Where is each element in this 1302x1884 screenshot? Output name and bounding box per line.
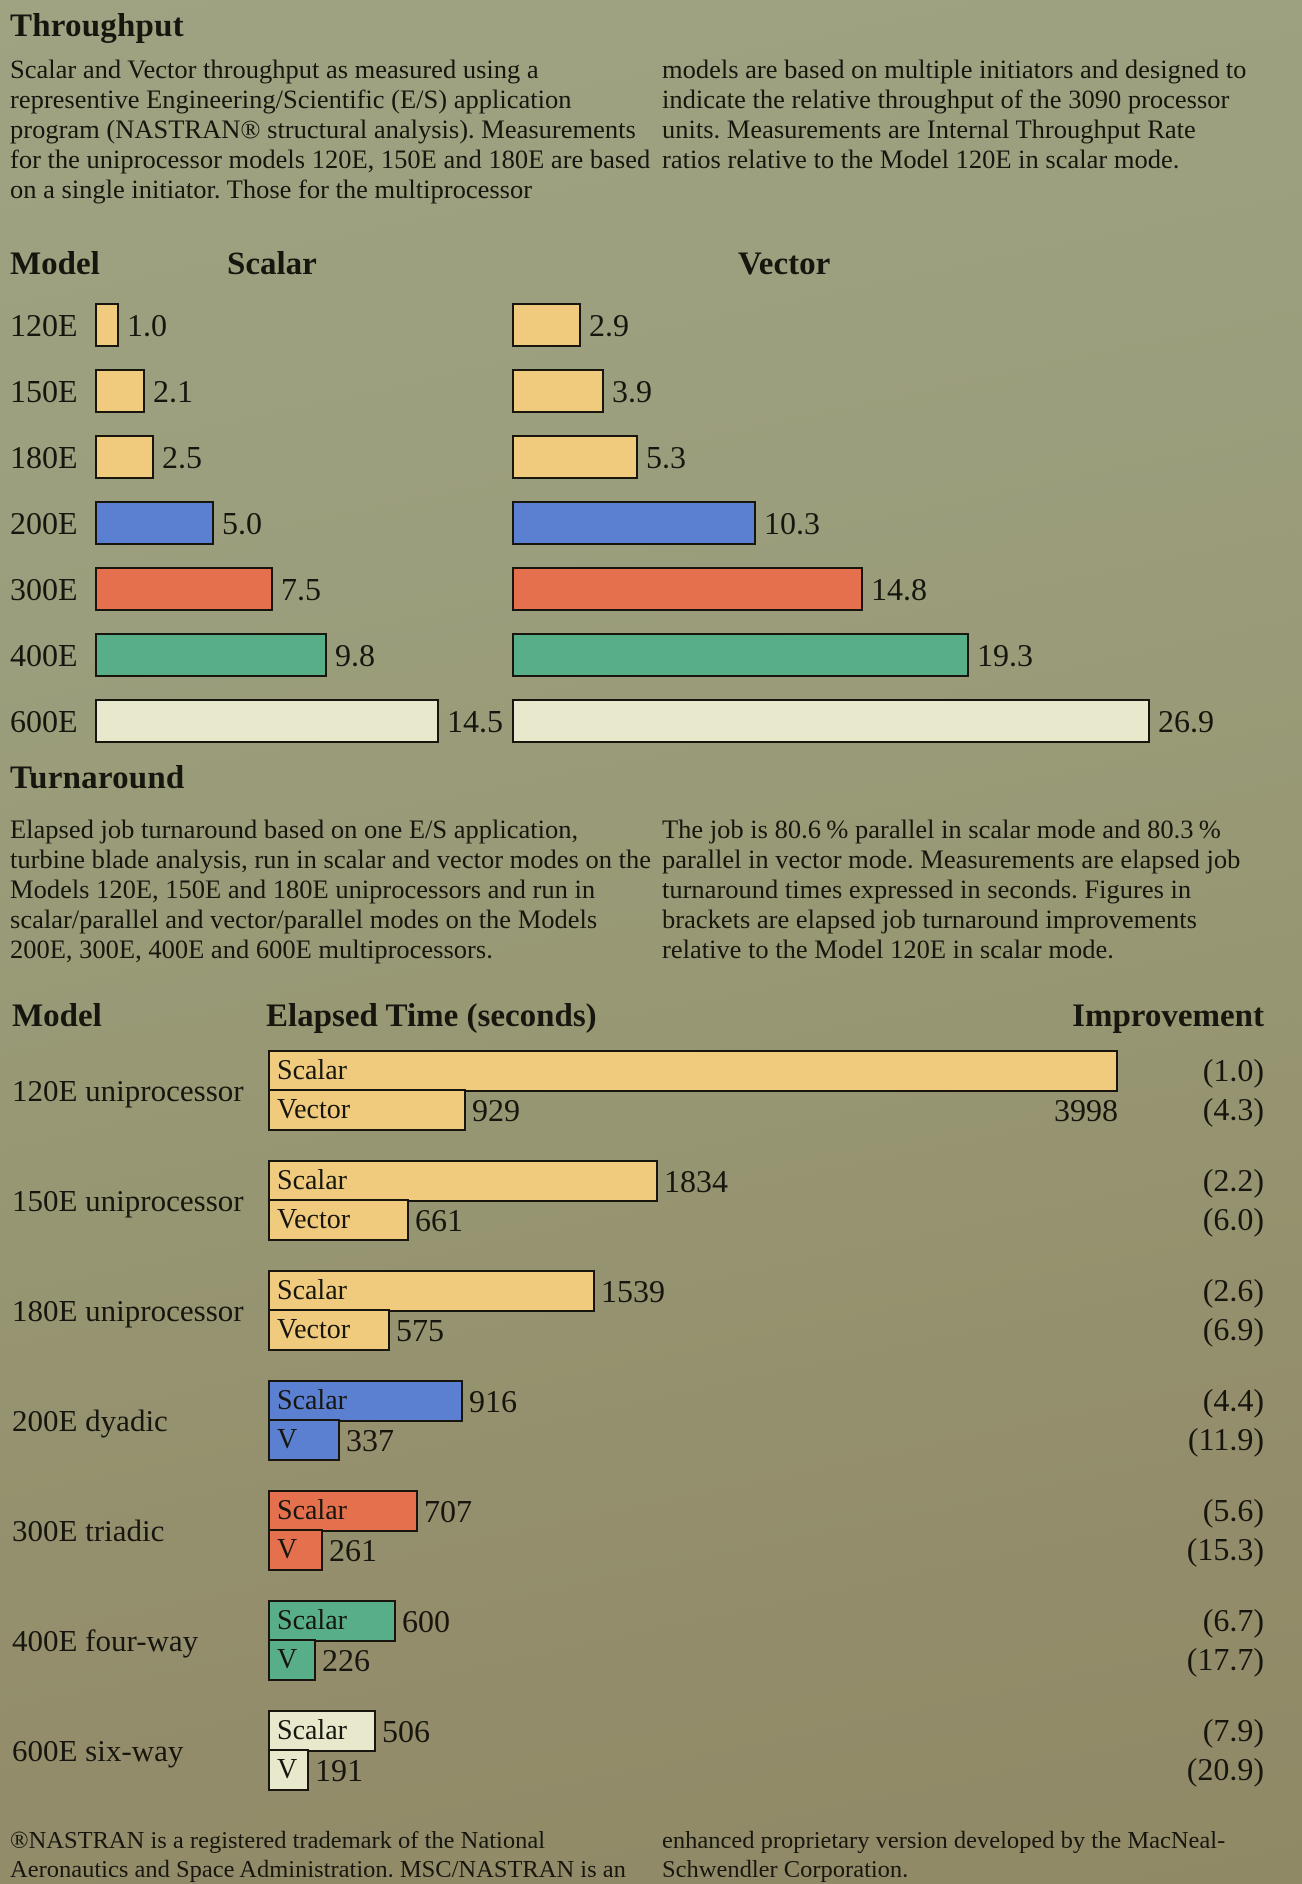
- scalar-bar: [95, 567, 273, 611]
- vector-improvement: (4.3): [1202, 1091, 1264, 1127]
- scalar-bar-label: Scalar: [277, 1715, 347, 1746]
- scalar-bar-label: Scalar: [277, 1165, 347, 1196]
- bars-cell: [268, 1050, 1132, 1131]
- model-label: 120E: [10, 306, 78, 343]
- vector-cell: [512, 567, 1290, 611]
- vector-bar: [268, 1199, 409, 1241]
- turnaround-row-400E: [12, 1600, 1264, 1681]
- vector-line: [268, 1639, 1132, 1681]
- scalar-line: [268, 1270, 1132, 1312]
- scalar-improvement: (2.2): [1202, 1162, 1264, 1198]
- scalar-value: 1.0: [127, 306, 167, 343]
- model-label: 400E: [10, 636, 78, 673]
- bars-cell: [268, 1710, 1132, 1791]
- vector-cell: [512, 303, 1290, 347]
- vector-bar: [268, 1529, 323, 1571]
- scalar-bar: [95, 435, 154, 479]
- throughput-row-200E: [10, 490, 1290, 556]
- throughput-intro-right: models are based on multiple initiators and designed to indicate the relative throughput of the 3090 processor units. Measurements are Internal Throughput Rate ratios relative to the Model 120E in scalar mode.: [662, 54, 1247, 174]
- scalar-improvement: (5.6): [1202, 1492, 1264, 1528]
- scalar-seconds-value: 1539: [601, 1272, 665, 1309]
- scalar-line: [268, 1490, 1132, 1532]
- scalar-line: [268, 1710, 1132, 1752]
- throughput-intro-left: Scalar and Vector throughput as measured using a representive Engineering/Scientific (E/S) application program (NASTRAN® structural analysis). Measurements for the uniprocessor models 120E, 150E and 180E are based on a single initiator. Those for the multiprocessor: [10, 54, 651, 204]
- model-label: 180E: [10, 438, 78, 475]
- vector-bar-label: Vector: [277, 1204, 351, 1235]
- turnaround-heading: Turnaround: [10, 760, 185, 796]
- vector-value: 2.9: [589, 306, 629, 343]
- scalar-cell: [95, 501, 512, 545]
- improvement-cell: [1132, 1490, 1264, 1571]
- vector-improvement: (20.9): [1186, 1751, 1264, 1787]
- column-header-model: Model: [12, 998, 102, 1034]
- scalar-line: [268, 1600, 1132, 1642]
- turnaround-chart: [12, 998, 1264, 1820]
- vector-bar-label: V: [277, 1644, 298, 1675]
- vector-cell: [512, 699, 1290, 743]
- turnaround-intro-right: The job is 80.6 % parallel in scalar mode and 80.3 % parallel in vector mode. Measurements are elapsed job turnaround times expressed in seconds. Figures in brackets are elapsed job turnaround improvements relative to the Model 120E in scalar mode.: [662, 814, 1241, 964]
- improvement-cell: [1132, 1160, 1264, 1241]
- scalar-line: [268, 1380, 1132, 1422]
- vector-improvement: (11.9): [1187, 1421, 1264, 1457]
- vector-seconds-value: 337: [346, 1421, 394, 1458]
- scalar-bar-label: Scalar: [277, 1055, 347, 1086]
- model-label: 150E uniprocessor: [12, 1182, 244, 1218]
- improvement-cell: [1132, 1380, 1264, 1461]
- vector-line: [268, 1419, 1132, 1461]
- scalar-cell: [95, 435, 512, 479]
- scalar-bar: [95, 501, 214, 545]
- column-header-vector: Vector: [738, 246, 831, 282]
- footnote-right: enhanced proprietary version developed by the MacNeal-Schwendler Corporation.: [662, 1827, 1226, 1883]
- scalar-cell: [95, 369, 512, 413]
- scalar-improvement: (2.6): [1202, 1272, 1264, 1308]
- scalar-seconds-value: 707: [424, 1492, 472, 1529]
- throughput-heading: Throughput: [10, 8, 184, 44]
- vector-line: [268, 1089, 1132, 1131]
- vector-bar: [512, 699, 1150, 743]
- throughput-row-400E: [10, 622, 1290, 688]
- throughput-row-180E: [10, 424, 1290, 490]
- model-label: 200E dyadic: [12, 1402, 168, 1438]
- turnaround-row-120E: [12, 1050, 1264, 1131]
- improvement-cell: [1132, 1710, 1264, 1791]
- vector-bar-label: V: [277, 1754, 298, 1785]
- vector-bar: [512, 501, 756, 545]
- scalar-value: 14.5: [447, 702, 503, 739]
- improvement-cell: [1132, 1600, 1264, 1681]
- vector-improvement: (6.9): [1202, 1311, 1264, 1347]
- turnaround-row-300E: [12, 1490, 1264, 1571]
- vector-line: [268, 1529, 1132, 1571]
- vector-value: 10.3: [764, 504, 820, 541]
- throughput-row-150E: [10, 358, 1290, 424]
- scalar-bar: [268, 1050, 1118, 1092]
- model-label: 600E: [10, 702, 78, 739]
- scalar-bar: [268, 1270, 595, 1312]
- scalar-improvement: (7.9): [1202, 1712, 1264, 1748]
- column-header-model: Model: [10, 246, 100, 282]
- scalar-bar: [268, 1710, 376, 1752]
- bars-cell: [268, 1600, 1132, 1681]
- scalar-cell: [95, 633, 512, 677]
- vector-value: 14.8: [871, 570, 927, 607]
- throughput-chart-rows: [10, 292, 1290, 754]
- scalar-bar: [95, 633, 327, 677]
- scalar-value: 7.5: [281, 570, 321, 607]
- vector-cell: [512, 501, 1290, 545]
- vector-seconds-value: 575: [396, 1311, 444, 1348]
- throughput-row-300E: [10, 556, 1290, 622]
- scalar-cell: [95, 699, 512, 743]
- scalar-cell: [95, 303, 512, 347]
- scalar-value: 2.1: [153, 372, 193, 409]
- turnaround-row-150E: [12, 1160, 1264, 1241]
- scalar-cell: [95, 567, 512, 611]
- turnaround-intro-left: Elapsed job turnaround based on one E/S application, turbine blade analysis, run in scalar and vector modes on the Models 120E, 150E and 180E uniprocessors and run in scalar/parallel and vector/parallel modes on the Models 200E, 300E, 400E and 600E multiprocessors.: [10, 814, 651, 964]
- vector-seconds-value: 226: [322, 1641, 370, 1678]
- vector-improvement: (15.3): [1186, 1531, 1264, 1567]
- scalar-bar-label: Scalar: [277, 1385, 347, 1416]
- vector-bar: [268, 1419, 340, 1461]
- vector-value: 26.9: [1158, 702, 1214, 739]
- scalar-line: [268, 1160, 1132, 1202]
- vector-bar: [512, 369, 604, 413]
- turnaround-chart-headers: [12, 998, 1264, 1050]
- column-header-scalar: Scalar: [227, 246, 317, 282]
- scalar-line: [268, 1050, 1132, 1092]
- vector-value: 5.3: [646, 438, 686, 475]
- scalar-value: 2.5: [162, 438, 202, 475]
- column-header-improvement: Improvement: [1072, 998, 1264, 1034]
- scalar-bar-label: Scalar: [277, 1495, 347, 1526]
- scalar-improvement: (4.4): [1202, 1382, 1264, 1418]
- vector-cell: [512, 633, 1290, 677]
- throughput-row-600E: [10, 688, 1290, 754]
- vector-bar-label: V: [277, 1424, 298, 1455]
- model-label: 300E: [10, 570, 78, 607]
- vector-seconds-value: 661: [415, 1201, 463, 1238]
- bars-cell: [268, 1380, 1132, 1461]
- turnaround-chart-rows: [12, 1050, 1264, 1791]
- vector-line: [268, 1199, 1132, 1241]
- scalar-improvement: (1.0): [1202, 1052, 1264, 1088]
- vector-bar: [512, 435, 638, 479]
- bars-cell: [268, 1490, 1132, 1571]
- model-label: 200E: [10, 504, 78, 541]
- throughput-row-120E: [10, 292, 1290, 358]
- vector-bar: [268, 1639, 316, 1681]
- scalar-seconds-value: 600: [402, 1602, 450, 1639]
- scalar-bar: [268, 1380, 463, 1422]
- model-label: 150E: [10, 372, 78, 409]
- turnaround-row-180E: [12, 1270, 1264, 1351]
- model-label: 180E uniprocessor: [12, 1292, 244, 1328]
- vector-bar: [268, 1749, 309, 1791]
- improvement-cell: [1132, 1270, 1264, 1351]
- vector-line: [268, 1309, 1132, 1351]
- scalar-improvement: (6.7): [1202, 1602, 1264, 1638]
- scalar-bar-label: Scalar: [277, 1605, 347, 1636]
- model-label: 600E six-way: [12, 1732, 184, 1768]
- vector-bar: [512, 633, 969, 677]
- bars-cell: [268, 1270, 1132, 1351]
- model-label: 300E triadic: [12, 1512, 165, 1548]
- vector-value: 3.9: [612, 372, 652, 409]
- vector-seconds-value: 191: [315, 1751, 363, 1788]
- improvement-cell: [1132, 1050, 1264, 1131]
- vector-seconds-value: 929: [472, 1091, 520, 1128]
- scalar-bar-label: Scalar: [277, 1275, 347, 1306]
- scalar-bar: [268, 1490, 418, 1532]
- vector-bar-label: Vector: [277, 1094, 351, 1125]
- vector-bar-label: V: [277, 1534, 298, 1565]
- scalar-value: 5.0: [222, 504, 262, 541]
- vector-bar: [512, 567, 863, 611]
- vector-seconds-value: 261: [329, 1531, 377, 1568]
- vector-improvement: (17.7): [1186, 1641, 1264, 1677]
- scalar-seconds-value: 506: [382, 1712, 430, 1749]
- vector-bar: [512, 303, 581, 347]
- vector-line: [268, 1749, 1132, 1791]
- model-label: 400E four-way: [12, 1622, 199, 1658]
- column-header-elapsed-time: Elapsed Time (seconds): [266, 998, 597, 1034]
- scalar-value: 9.8: [335, 636, 375, 673]
- vector-cell: [512, 369, 1290, 413]
- scalar-bar: [95, 303, 119, 347]
- vector-value: 19.3: [977, 636, 1033, 673]
- vector-improvement: (6.0): [1202, 1201, 1264, 1237]
- scalar-seconds-value: 1834: [664, 1162, 728, 1199]
- model-label: 120E uniprocessor: [12, 1072, 244, 1108]
- footnote-left: ®NASTRAN is a registered trademark of the National Aeronautics and Space Administration. MSC/NASTRAN is an: [10, 1827, 626, 1883]
- scalar-seconds-value: 916: [469, 1382, 517, 1419]
- throughput-chart: [10, 246, 1290, 754]
- scalar-bar: [268, 1160, 658, 1202]
- scalar-bar: [95, 369, 145, 413]
- turnaround-row-200E: [12, 1380, 1264, 1461]
- scalar-bar: [95, 699, 439, 743]
- vector-bar-label: Vector: [277, 1314, 351, 1345]
- scalar-seconds-value: 3998: [1054, 1092, 1118, 1128]
- turnaround-row-600E: [12, 1710, 1264, 1791]
- vector-bar: [268, 1309, 390, 1351]
- vector-cell: [512, 435, 1290, 479]
- bars-cell: [268, 1160, 1132, 1241]
- scalar-bar: [268, 1600, 396, 1642]
- throughput-chart-headers: [10, 246, 1290, 292]
